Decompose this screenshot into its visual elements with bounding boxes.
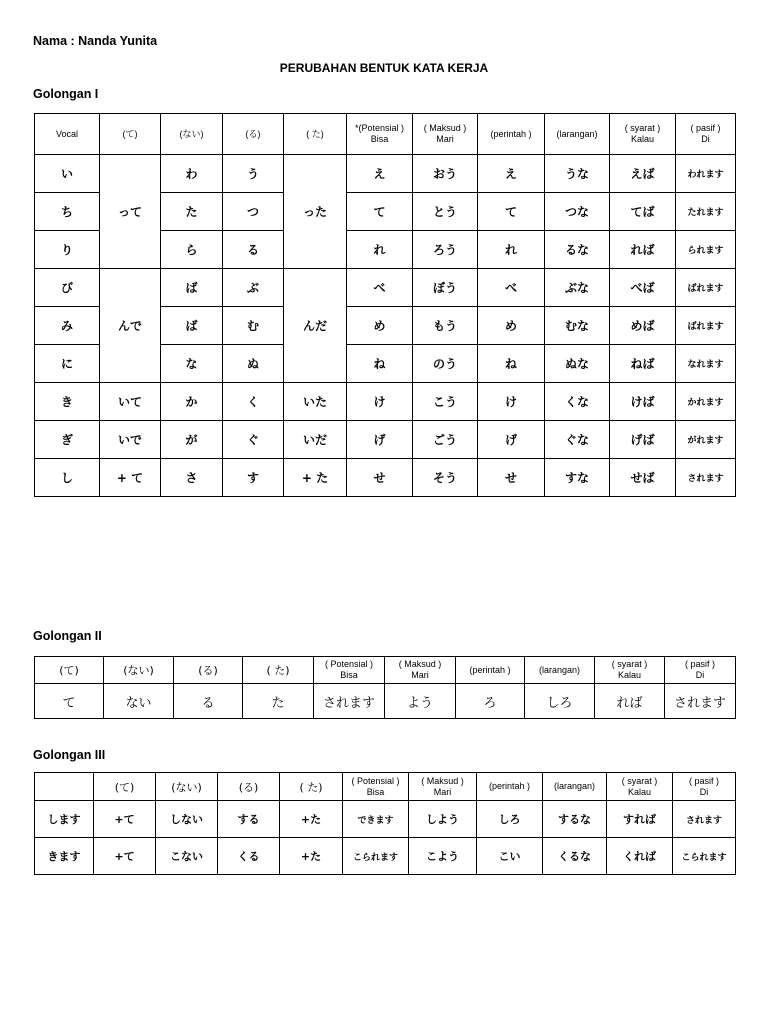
potensial-cell: げ [347, 421, 413, 459]
ta-form-cell: +た [280, 838, 343, 875]
maksud-cell: ろう [413, 231, 478, 269]
perintah-cell: け [478, 383, 545, 421]
nai-form-cell: しない [156, 801, 218, 838]
syarat-cell: くれば [607, 838, 673, 875]
table-header-row [35, 114, 736, 155]
pasif-cell: がれます [676, 421, 736, 459]
perintah-cell: べ [478, 269, 545, 307]
column-header: *(Potensial ) Bisa [347, 114, 413, 155]
te-form-cell: +て [94, 838, 156, 875]
perintah-cell: ね [478, 345, 545, 383]
ru-form-cell: る [174, 684, 243, 719]
maksud-cell: こよう [409, 838, 477, 875]
syarat-cell: けば [610, 383, 676, 421]
nai-form-cell: ば [161, 307, 223, 345]
larangan-cell: しろ [525, 684, 595, 719]
te-form-cell: って [100, 155, 161, 269]
pasif-cell: ばれます [676, 307, 736, 345]
pasif-cell: されます [665, 684, 736, 719]
ru-form-cell: ぶ [223, 269, 284, 307]
column-header: (perintah ) [456, 657, 525, 684]
maksud-cell: もう [413, 307, 478, 345]
maksud-cell: のう [413, 345, 478, 383]
syarat-cell: げば [610, 421, 676, 459]
column-header: (larangan) [525, 657, 595, 684]
column-header: (て) [35, 657, 104, 684]
te-form-cell: +て [94, 801, 156, 838]
pasif-cell: られます [676, 231, 736, 269]
column-header: ( Maksud ) Mari [413, 114, 478, 155]
perintah-cell: せ [478, 459, 545, 497]
table-row [35, 838, 736, 875]
larangan-cell: ぶな [545, 269, 610, 307]
golongan-3-title: Golongan III [33, 748, 106, 762]
base-form-cell: します [35, 801, 94, 838]
nai-form-cell: か [161, 383, 223, 421]
nai-form-cell: た [161, 193, 223, 231]
perintah-cell: め [478, 307, 545, 345]
nai-form-cell: な [161, 345, 223, 383]
table-row [35, 383, 736, 421]
perintah-cell: て [478, 193, 545, 231]
perintah-cell: れ [478, 231, 545, 269]
golongan-1-title: Golongan I [33, 87, 99, 101]
syarat-cell: めば [610, 307, 676, 345]
nai-form-cell: ない [104, 684, 174, 719]
ru-form-cell: む [223, 307, 284, 345]
column-header: Vocal [35, 114, 100, 155]
ta-form-cell: った [284, 155, 347, 269]
column-header: ( た) [280, 773, 343, 801]
base-form-cell: きます [35, 838, 94, 875]
column-header: ( syarat ) Kalau [607, 773, 673, 801]
perintah-cell: しろ [477, 801, 543, 838]
column-header [35, 773, 94, 801]
column-header: (て) [100, 114, 161, 155]
larangan-cell: するな [543, 801, 607, 838]
potensial-cell: こられます [343, 838, 409, 875]
ru-form-cell: ぬ [223, 345, 284, 383]
column-header: ( Potensial ) Bisa [343, 773, 409, 801]
column-header: (る) [223, 114, 284, 155]
maksud-cell: しよう [409, 801, 477, 838]
ta-form-cell: + た [284, 459, 347, 497]
larangan-cell: ぐな [545, 421, 610, 459]
perintah-cell: げ [478, 421, 545, 459]
syarat-cell: れば [595, 684, 665, 719]
vocal-cell: き [35, 383, 100, 421]
larangan-cell: むな [545, 307, 610, 345]
ta-form-cell: +た [280, 801, 343, 838]
vocal-cell: り [35, 231, 100, 269]
table-header-row [35, 657, 736, 684]
pasif-cell: こられます [673, 838, 736, 875]
ru-form-cell: する [218, 801, 280, 838]
ru-form-cell: ぐ [223, 421, 284, 459]
perintah-cell: ろ [456, 684, 525, 719]
table-row [35, 269, 736, 307]
column-header: (る) [174, 657, 243, 684]
nai-form-cell: が [161, 421, 223, 459]
syarat-cell: せば [610, 459, 676, 497]
pasif-cell: されます [673, 801, 736, 838]
name-line: Nama : Nanda Yunita [33, 34, 158, 48]
column-header: (perintah ) [478, 114, 545, 155]
nai-form-cell: こない [156, 838, 218, 875]
column-header: (ない) [156, 773, 218, 801]
pasif-cell: かれます [676, 383, 736, 421]
column-header: (る) [218, 773, 280, 801]
larangan-cell: すな [545, 459, 610, 497]
vocal-cell: い [35, 155, 100, 193]
ru-form-cell: くる [218, 838, 280, 875]
maksud-cell: ごう [413, 421, 478, 459]
table-row [35, 155, 736, 193]
nai-form-cell: ば [161, 269, 223, 307]
table-header-row [35, 773, 736, 801]
syarat-cell: れば [610, 231, 676, 269]
syarat-cell: べば [610, 269, 676, 307]
ru-form-cell: う [223, 155, 284, 193]
ru-form-cell: す [223, 459, 284, 497]
column-header: (larangan) [543, 773, 607, 801]
potensial-cell: ね [347, 345, 413, 383]
maksud-cell: そう [413, 459, 478, 497]
pasif-cell: なれます [676, 345, 736, 383]
maksud-cell: よう [385, 684, 456, 719]
maksud-cell: こう [413, 383, 478, 421]
column-header: (ない) [104, 657, 174, 684]
potensial-cell: え [347, 155, 413, 193]
syarat-cell: えば [610, 155, 676, 193]
ru-form-cell: る [223, 231, 284, 269]
column-header: ( pasif ) Di [665, 657, 736, 684]
document-title: PERUBAHAN BENTUK KATA KERJA [279, 61, 489, 75]
column-header: ( pasif ) Di [673, 773, 736, 801]
maksud-cell: ぼう [413, 269, 478, 307]
ta-form-cell: いだ [284, 421, 347, 459]
column-header: ( syarat ) Kalau [610, 114, 676, 155]
pasif-cell: われます [676, 155, 736, 193]
column-header: (larangan) [545, 114, 610, 155]
larangan-cell: つな [545, 193, 610, 231]
vocal-cell: し [35, 459, 100, 497]
pasif-cell: されます [676, 459, 736, 497]
vocal-cell: び [35, 269, 100, 307]
nai-form-cell: わ [161, 155, 223, 193]
potensial-cell: されます [314, 684, 385, 719]
te-form-cell: んで [100, 269, 161, 383]
potensial-cell: れ [347, 231, 413, 269]
golongan-2-table [34, 656, 736, 719]
ta-form-cell: いた [284, 383, 347, 421]
vocal-cell: ぎ [35, 421, 100, 459]
golongan-3-table [34, 772, 736, 875]
table-row [35, 801, 736, 838]
maksud-cell: おう [413, 155, 478, 193]
potensial-cell: できます [343, 801, 409, 838]
table-row [35, 459, 736, 497]
te-form-cell: いで [100, 421, 161, 459]
vocal-cell: み [35, 307, 100, 345]
golongan-2-title: Golongan II [33, 629, 102, 643]
syarat-cell: ねば [610, 345, 676, 383]
column-header: ( syarat ) Kalau [595, 657, 665, 684]
golongan-1-table [34, 113, 736, 497]
te-form-cell: + て [100, 459, 161, 497]
column-header: (perintah ) [477, 773, 543, 801]
larangan-cell: くるな [543, 838, 607, 875]
te-form-cell: いて [100, 383, 161, 421]
perintah-cell: こい [477, 838, 543, 875]
potensial-cell: て [347, 193, 413, 231]
column-header: ( た) [243, 657, 314, 684]
column-header: (て) [94, 773, 156, 801]
larangan-cell: うな [545, 155, 610, 193]
te-form-cell: て [35, 684, 104, 719]
larangan-cell: るな [545, 231, 610, 269]
column-header: ( pasif ) Di [676, 114, 736, 155]
column-header: ( Maksud ) Mari [385, 657, 456, 684]
ta-form-cell: んだ [284, 269, 347, 383]
pasif-cell: たれます [676, 193, 736, 231]
maksud-cell: とう [413, 193, 478, 231]
vocal-cell: に [35, 345, 100, 383]
column-header: ( Potensial ) Bisa [314, 657, 385, 684]
larangan-cell: ぬな [545, 345, 610, 383]
column-header: ( た) [284, 114, 347, 155]
potensial-cell: め [347, 307, 413, 345]
potensial-cell: せ [347, 459, 413, 497]
nai-form-cell: ら [161, 231, 223, 269]
nai-form-cell: さ [161, 459, 223, 497]
vocal-cell: ち [35, 193, 100, 231]
ta-form-cell: た [243, 684, 314, 719]
ru-form-cell: く [223, 383, 284, 421]
syarat-cell: てば [610, 193, 676, 231]
perintah-cell: え [478, 155, 545, 193]
potensial-cell: け [347, 383, 413, 421]
table-row [35, 421, 736, 459]
potensial-cell: べ [347, 269, 413, 307]
table-row [35, 684, 736, 719]
column-header: (ない) [161, 114, 223, 155]
syarat-cell: すれば [607, 801, 673, 838]
larangan-cell: くな [545, 383, 610, 421]
ru-form-cell: つ [223, 193, 284, 231]
pasif-cell: ばれます [676, 269, 736, 307]
column-header: ( Maksud ) Mari [409, 773, 477, 801]
